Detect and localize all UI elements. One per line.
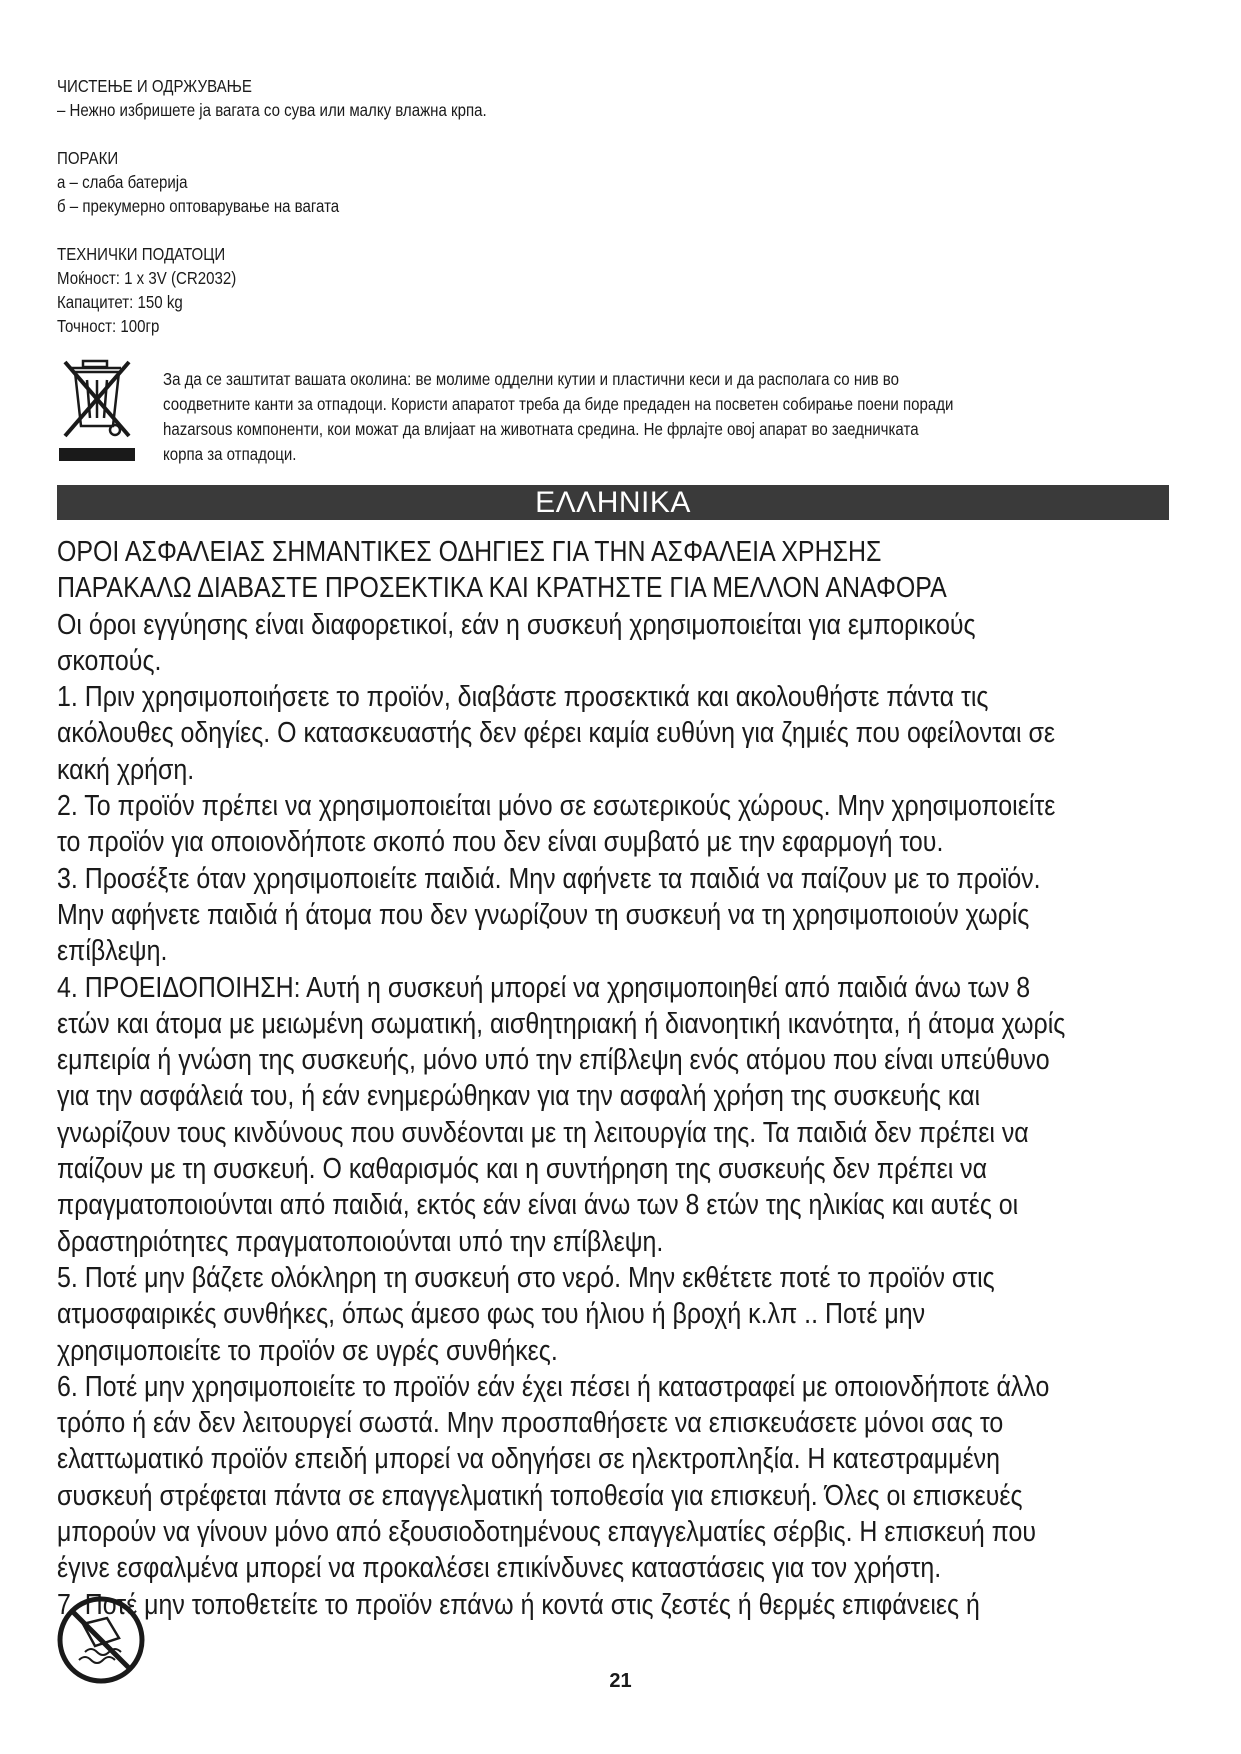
tech-data-item: Капацитет: 150 kg	[57, 292, 183, 312]
safety-heading: ΟΡΟΙ ΑΣΦΑΛΕΙΑΣ ΣΗΜΑΝΤΙΚΕΣ ΟΔΗΓΙΕΣ ΓΙΑ ΤΗΝ ΑΣΦΑΛΕΙΑ ΧΡΗΣΗΣ	[57, 536, 882, 568]
weee-line: hazarsous компоненти, кои можат да влијаат на животната средина. Не фрлајте овој апарат во заедничката	[163, 419, 919, 439]
body-line: ελαττωματικό προϊόν επειδή μπορεί να οδηγήσει σε ηλεκτροπληξία. Η κατεστραμμένη	[57, 1443, 1000, 1476]
page-number: 21	[609, 1670, 632, 1692]
body-line: πραγματοποιούνται από παιδιά, εκτός εάν είναι άνω των 8 ετών της ηλικίας και αυτές οι	[57, 1189, 1019, 1222]
body-line: 1. Πριν χρησιμοποιήσετε το προϊόν, διαβάστε προσεκτικά και ακολουθήστε πάντα τις	[57, 681, 989, 714]
safety-heading: ΠΑΡΑΚΑΛΩ ΔΙΑΒΑΣΤΕ ΠΡΟΣΕΚΤΙΚΑ ΚΑΙ ΚΡΑΤΗΣΤΕ ΓΙΑ ΜΕΛΛΟΝ ΑΝΑΦΟΡΑ	[57, 572, 947, 605]
message-item: б – прекумерно оптоварување на вагата	[57, 196, 340, 216]
body-line: 2. Το προϊόν πρέπει να χρησιμοποιείται μόνο σε εσωτερικούς χώρους. Μην χρησιμοποιείτε	[57, 790, 1056, 823]
body-line: Οι όροι εγγύησης είναι διαφορετικοί, εάν η συσκευή χρησιμοποιείται για εμπορικούς	[57, 608, 976, 641]
body-line: επίβλεψη.	[57, 935, 168, 968]
body-line: 6. Ποτέ μην χρησιμοποιείτε το προϊόν εάν έχει πέσει ή καταστραφεί με οποιονδήποτε άλλο	[57, 1370, 1050, 1403]
body-line: δραστηριότητες πραγματοποιούνται υπό την επίβλεψη.	[57, 1225, 664, 1258]
weee-text	[163, 367, 1213, 467]
body-line: ατμοσφαιρικές συνθήκες, όπως άμεσο φως του ήλιου ή βροχή κ.λπ .. Ποτέ μην	[57, 1298, 926, 1331]
message-item: а – слаба батерија	[57, 172, 188, 192]
body-line: Μην αφήνετε παιδιά ή άτομα που δεν γνωρίζουν τη συσκευή να τη χρησιμοποιούν χωρίς	[57, 898, 1030, 931]
body-line: έγινε εσφαλμένα μπορεί να προκαλέσει επικίνδυνες καταστάσεις για τον χρήστη.	[57, 1552, 942, 1585]
body-line: κακή χρήση.	[57, 753, 195, 786]
tech-data-item: Моќност: 1 x 3V (CR2032)	[57, 268, 237, 288]
macedonian-section	[57, 74, 1177, 338]
weee-crossed-bin-icon	[57, 358, 137, 462]
tech-data-heading: ТЕХНИЧКИ ПОДАТОЦИ	[57, 244, 226, 264]
body-line: 5. Ποτέ μην βάζετε ολόκληρη τη συσκευή στο νερό. Μην εκθέτετε ποτέ το προϊόν στις	[57, 1261, 995, 1294]
messages-heading: ПОРАКИ	[57, 148, 119, 168]
body-line: παίζουν με τη συσκευή. Ο καθαρισμός και η συντήρηση της συσκευής δεν πρέπει να	[57, 1153, 988, 1186]
weee-line: соодветните канти за отпадоци. Користи апаратот треба да биде предаден на посветен собирање поени поради	[163, 394, 954, 414]
body-line: μπορούν να γίνουν μόνο από εξουσιοδοτημένους επαγγελματίες σέρβις. Η επισκευή που	[57, 1516, 1037, 1549]
body-line: 7. Ποτέ μην τοποθετείτε το προϊόν επάνω ή κοντά στις ζεστές ή θερμές επιφάνειες ή	[57, 1588, 980, 1621]
body-line: ετών και άτομα με μειωμένη σωματική, αισθητηριακή ή διανοητική ικανότητα, ή άτομα χωρίς	[57, 1007, 1066, 1040]
cleaning-text: – Нежно избришете ја вагата со сува или малку влажна крпа.	[57, 100, 487, 120]
language-header-bar: ΕΛΛΗΝΙΚΑ	[57, 485, 1169, 520]
tech-data-item: Точност: 100гр	[57, 316, 160, 336]
body-line: εμπειρία ή γνώση της συσκευής, μόνο υπό την επίβλεψη ενός ατόμου που είναι υπεύθυνο	[57, 1044, 1050, 1077]
body-line: ακόλουθες οδηγίες. Ο κατασκευαστής δεν φέρει καμία ευθύνη για ζημιές που οφείλονται σε	[57, 717, 1056, 750]
weee-line: корпа за отпадоци.	[163, 444, 297, 464]
body-line: χρησιμοποιείτε το προϊόν σε υγρές συνθήκες.	[57, 1334, 558, 1367]
weee-notice	[57, 358, 1177, 468]
body-line: 4. ΠΡΟΕΙΔΟΠΟΙΗΣΗ: Αυτή η συσκευή μπορεί να χρησιμοποιηθεί από παιδιά άνω των 8	[57, 971, 1031, 1004]
greek-section	[57, 534, 1187, 1623]
body-line: γνωρίζουν τους κινδύνους που συνδέονται με τη λειτουργία της. Τα παιδιά δεν πρέπει να	[57, 1116, 1029, 1149]
cleaning-heading: ЧИСТЕЊЕ И ОДРЖУВАЊЕ	[57, 76, 252, 96]
weee-line: За да се заштитат вашата околина: ве молиме одделни кутии и пластични кеси и да располага со нив во	[163, 369, 899, 389]
body-line: τρόπο ή εάν δεν λειτουργεί σωστά. Μην προσπαθήσετε να επισκευάσετε μόνοι σας το	[57, 1407, 1004, 1440]
body-line: για την ασφάλειά του, ή εάν ενημερώθηκαν για την ασφαλή χρήση της συσκευής και	[57, 1080, 981, 1113]
body-line: σκοπούς.	[57, 644, 162, 677]
body-line: 3. Προσέξτε όταν χρησιμοποιείτε παιδιά. Μην αφήνετε τα παιδιά να παίζουν με το προϊόν.	[57, 862, 1041, 895]
body-line: συσκευή στρέφεται πάντα σε επαγγελματική τοποθεσία για επισκευή. Όλες οι επισκευές	[57, 1479, 1023, 1512]
body-line: το προϊόν για οποιονδήποτε σκοπό που δεν είναι συμβατό με την εφαρμογή του.	[57, 826, 944, 859]
